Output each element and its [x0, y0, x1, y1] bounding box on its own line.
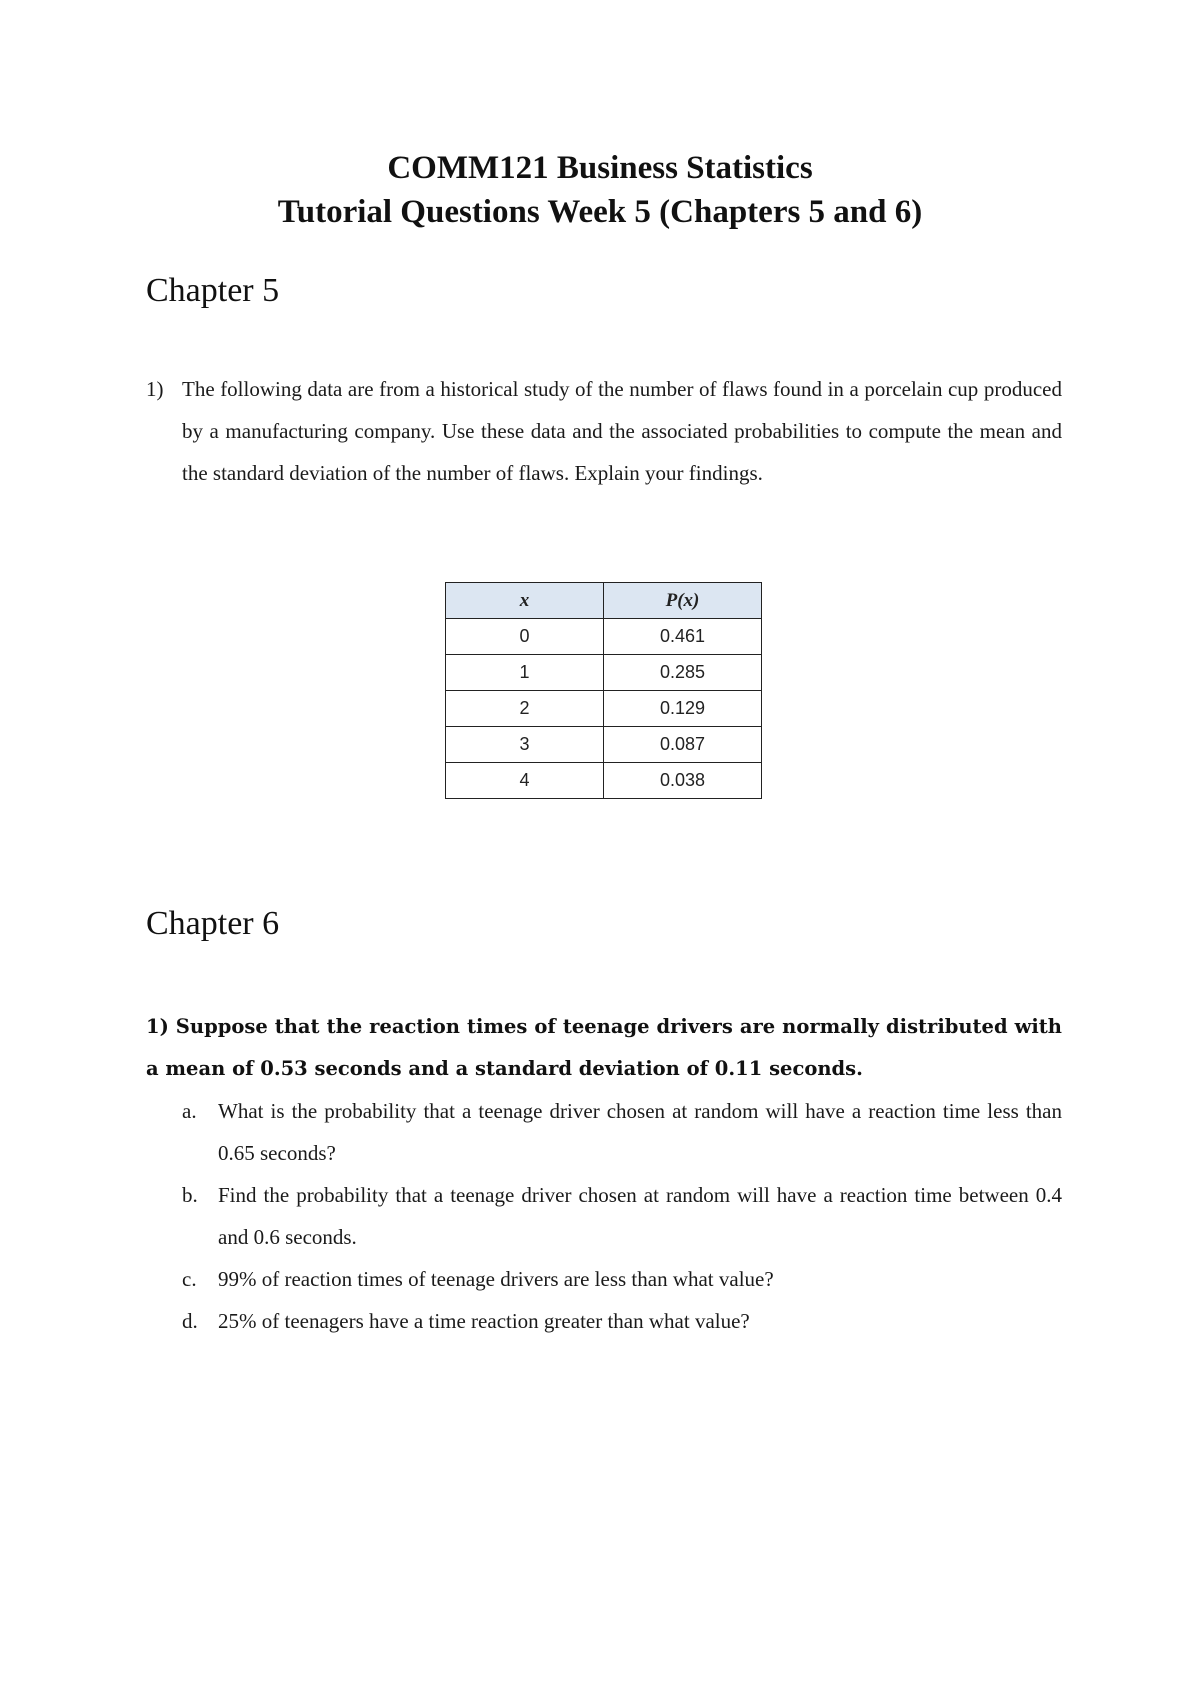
- list-item: [182, 1174, 1062, 1258]
- table-header-row: [446, 583, 762, 619]
- subquestion-letter: c.: [182, 1267, 197, 1291]
- list-item: [182, 1090, 1062, 1174]
- chapter-5-heading: Chapter 5: [146, 272, 280, 309]
- subquestion-text: What is the probability that a teenage driver chosen at random will have a reaction time less than 0.65 seconds?: [218, 1099, 1062, 1165]
- table-cell-px: 0.087: [604, 727, 762, 763]
- table-row: [446, 619, 762, 655]
- chapter-5-question-1: [146, 368, 1062, 494]
- subquestion-letter: b.: [182, 1183, 198, 1207]
- list-item: [182, 1258, 1062, 1300]
- table-cell-px: 0.285: [604, 655, 762, 691]
- table-row: [446, 691, 762, 727]
- column-header-px: P(x): [604, 583, 762, 619]
- table-cell-x: 0: [446, 619, 604, 655]
- table-cell-x: 3: [446, 727, 604, 763]
- column-header-x: x: [446, 583, 604, 619]
- subquestion-text: 99% of reaction times of teenage drivers are less than what value?: [218, 1267, 774, 1291]
- subquestion-letter: d.: [182, 1309, 198, 1333]
- probability-table: [445, 582, 762, 799]
- table-cell-x: 2: [446, 691, 604, 727]
- title-line-1: COMM121 Business Statistics: [387, 150, 813, 186]
- question-number: 1): [146, 377, 164, 401]
- question-text: The following data are from a historical study of the number of flaws found in a porcelain cup produced by a manufacturing company. Use these data and the associated probabilities to compute the mean and the standard deviation of the number of flaws. Explain your findings.: [182, 377, 1062, 485]
- table-row: [446, 655, 762, 691]
- subquestion-text: Find the probability that a teenage driver chosen at random will have a reaction time between 0.4 and 0.6 seconds.: [218, 1183, 1062, 1249]
- table-cell-px: 0.129: [604, 691, 762, 727]
- list-item: [182, 1300, 1062, 1342]
- document-title: [0, 146, 1200, 234]
- title-line-2: Tutorial Questions Week 5 (Chapters 5 and 6): [277, 194, 923, 230]
- table-cell-x: 1: [446, 655, 604, 691]
- subquestion-list: [182, 1090, 1062, 1342]
- table-cell-px: 0.038: [604, 763, 762, 799]
- subquestion-text: 25% of teenagers have a time reaction greater than what value?: [218, 1309, 750, 1333]
- chapter-6-question-1: 1) Suppose that the reaction times of teenage drivers are normally distributed with a mean of 0.53 seconds and a standard deviation of 0.11 seconds.: [146, 1015, 1062, 1080]
- chapter-6-heading: Chapter 6: [146, 905, 280, 942]
- subquestion-letter: a.: [182, 1099, 197, 1123]
- table-cell-x: 4: [446, 763, 604, 799]
- table-row: [446, 763, 762, 799]
- table-row: [446, 727, 762, 763]
- table-cell-px: 0.461: [604, 619, 762, 655]
